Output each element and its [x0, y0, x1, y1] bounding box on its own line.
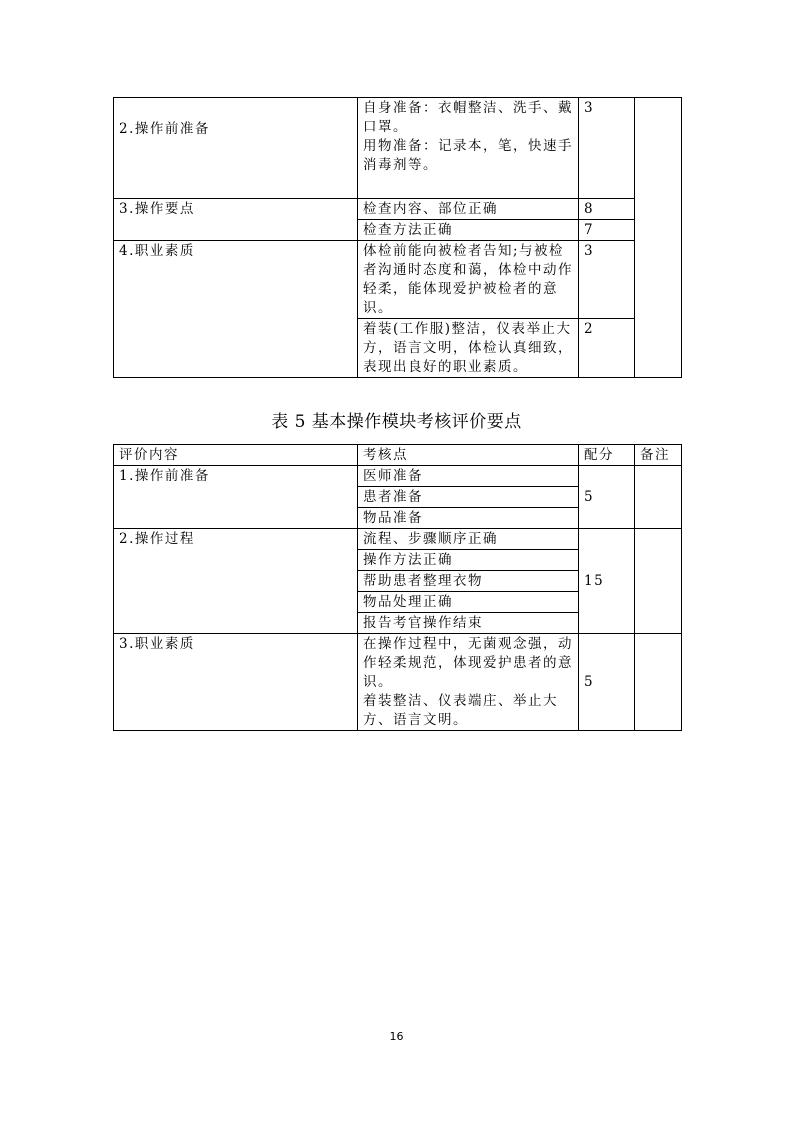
page-number: 16	[389, 1030, 404, 1043]
point-text: 自身准备：衣帽整洁、洗手、戴口罩。	[363, 100, 573, 135]
points-cell: 报告考官操作结束	[358, 613, 579, 634]
score-cell: 7	[579, 220, 635, 241]
point-text: 在操作过程中，无菌观念强，动作轻柔规范，体现爱护患者的意识。	[363, 636, 573, 690]
remark-cell	[635, 98, 682, 378]
item-cell: 2.操作前准备	[114, 98, 358, 199]
point-text: 用物准备：记录本，笔，快速手消毒剂等。	[363, 138, 573, 173]
points-cell: 物品处理正确	[358, 592, 579, 613]
score-cell: 3	[579, 241, 635, 319]
remark-cell	[635, 529, 682, 634]
item-cell: 2.操作过程	[114, 529, 358, 634]
table-caption: 表 5 基本操作模块考核评价要点	[271, 412, 522, 432]
header-cell: 备注	[635, 445, 682, 466]
score-cell: 8	[579, 199, 635, 220]
points-cell: 检查内容、部位正确	[358, 199, 579, 220]
table-row	[114, 241, 682, 319]
points-cell: 体检前能向被检者告知;与被检者沟通时态度和蔼，体检中动作轻柔，能体现爱护被检者的意识。	[358, 241, 579, 319]
points-cell: 医师准备	[358, 466, 579, 487]
points-cell: 流程、步骤顺序正确	[358, 529, 579, 550]
score-cell: 3	[579, 98, 635, 199]
points-cell: 操作方法正确	[358, 550, 579, 571]
table-row	[114, 466, 682, 487]
remark-cell	[635, 466, 682, 529]
header-cell: 配分	[579, 445, 635, 466]
item-cell: 3.职业素质	[114, 634, 358, 731]
header-cell: 评价内容	[114, 445, 358, 466]
point-text: 着装整洁、仪表端庄、举止大方、语言文明。	[363, 693, 558, 728]
evaluation-table-continued	[113, 97, 682, 378]
points-cell: 检查方法正确	[358, 220, 579, 241]
item-cell: 4.职业素质	[114, 241, 358, 378]
basic-operation-evaluation-table	[113, 444, 682, 731]
table-row	[114, 199, 682, 220]
table-row	[114, 634, 682, 731]
remark-cell	[635, 634, 682, 731]
table-row	[114, 98, 682, 199]
score-cell: 5	[579, 466, 635, 529]
table-header-row	[114, 445, 682, 466]
points-cell: 物品准备	[358, 508, 579, 529]
score-cell: 15	[579, 529, 635, 634]
points-cell: 患者准备	[358, 487, 579, 508]
points-cell	[358, 634, 579, 731]
points-cell	[358, 98, 579, 199]
score-cell: 2	[579, 319, 635, 378]
item-cell: 3.操作要点	[114, 199, 358, 241]
table-row	[114, 529, 682, 550]
item-cell: 1.操作前准备	[114, 466, 358, 529]
score-cell: 5	[579, 634, 635, 731]
header-cell: 考核点	[358, 445, 579, 466]
points-cell: 帮助患者整理衣物	[358, 571, 579, 592]
points-cell: 着装(工作服)整洁，仪表举止大方，语言文明，体检认真细致，表现出良好的职业素质。	[358, 319, 579, 378]
